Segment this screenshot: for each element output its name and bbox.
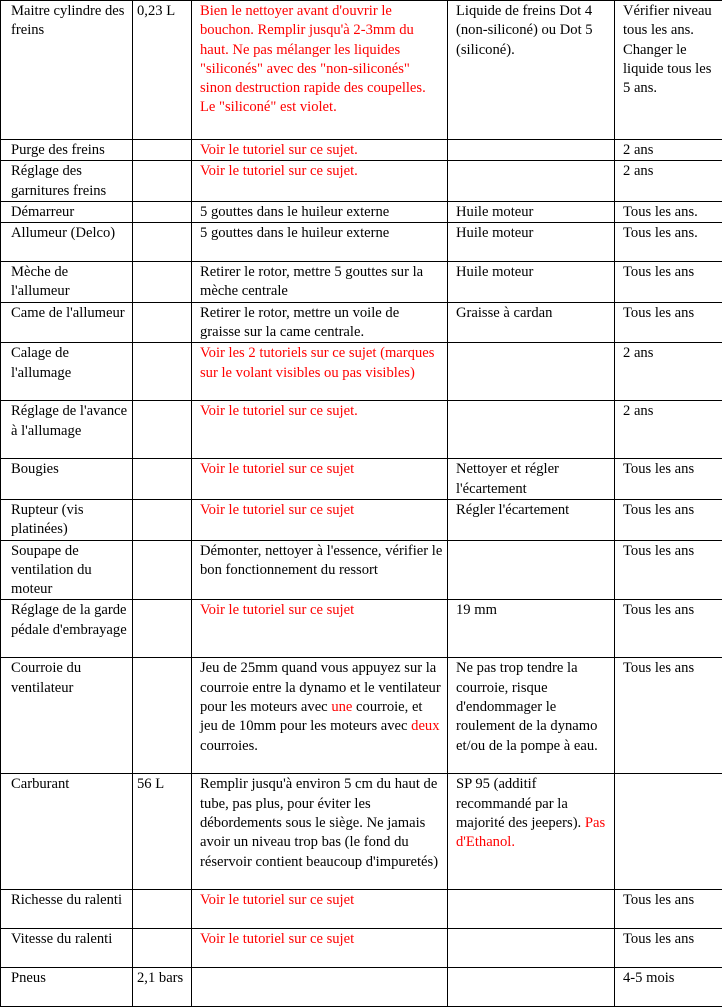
frequency-cell: 2 ans [615,401,722,459]
product-cell [448,401,615,459]
frequency-cell: Tous les ans [615,262,722,303]
item-cell: Réglage de la garde pédale d'embrayage [1,600,133,658]
quantity-cell: 2,1 bars [133,968,192,1007]
item-cell: Calage de l'allumage [1,343,133,401]
item-cell: Carburant [1,774,133,890]
item-cell: Soupape de ventilation du moteur [1,540,133,600]
quantity-cell [133,890,192,929]
item-cell: Mèche de l'allumeur [1,262,133,303]
action-cell: Retirer le rotor, mettre 5 gouttes sur la mèche centrale [192,262,448,303]
action-cell: Voir le tutoriel sur ce sujet [192,600,448,658]
action-cell: Voir le tutoriel sur ce sujet. [192,161,448,202]
table-row [1,161,722,202]
table-row [1,890,722,929]
product-cell [448,968,615,1007]
frequency-cell: Tous les ans [615,302,722,343]
product-cell: Graisse à cardan [448,302,615,343]
frequency-cell: Tous les ans. [615,223,722,262]
table-row [1,262,722,303]
quantity-cell [133,459,192,500]
table-row [1,499,722,540]
frequency-cell: Tous les ans. [615,201,722,222]
action-cell: Voir le tutoriel sur ce sujet [192,459,448,500]
frequency-cell: 4-5 mois [615,968,722,1007]
table-row [1,968,722,1007]
frequency-cell: Tous les ans [615,600,722,658]
frequency-cell [615,774,722,890]
frequency-cell: Tous les ans [615,658,722,774]
product-cell: 19 mm [448,600,615,658]
action-cell: Voir le tutoriel sur ce sujet [192,929,448,968]
frequency-cell: 2 ans [615,343,722,401]
frequency-cell: 2 ans [615,161,722,202]
table-row [1,223,722,262]
quantity-cell: 56 L [133,774,192,890]
highlight-text: une [331,699,352,715]
product-cell [448,343,615,401]
frequency-cell: Tous les ans [615,929,722,968]
quantity-cell [133,161,192,202]
product-cell [448,929,615,968]
item-cell: Maitre cylindre des freins [1,1,133,140]
table-row [1,540,722,600]
frequency-cell: Vérifier niveau tous les ans. Changer le liquide tous les 5 ans. [615,1,722,140]
product-cell [448,161,615,202]
action-cell: Voir le tutoriel sur ce sujet. [192,140,448,161]
highlight-text: Pas d'Ethanol. [456,815,605,850]
product-cell: Régler l'écartement [448,499,615,540]
table-row [1,302,722,343]
item-cell: Vitesse du ralenti [1,929,133,968]
product-cell [448,890,615,929]
quantity-cell [133,401,192,459]
frequency-cell: 2 ans [615,140,722,161]
product-cell: Huile moteur [448,201,615,222]
quantity-cell [133,600,192,658]
frequency-cell: Tous les ans [615,459,722,500]
table-row [1,929,722,968]
quantity-cell [133,343,192,401]
frequency-cell: Tous les ans [615,890,722,929]
quantity-cell [133,499,192,540]
action-cell: Remplir jusqu'à environ 5 cm du haut de tube, pas plus, pour éviter les débordements sous le siège. Ne jamais avoir un niveau trop bas (le fond du réservoir contient beaucoup d'impuretés) [192,774,448,890]
action-cell: Retirer le rotor, mettre un voile de graisse sur la came centrale. [192,302,448,343]
product-cell [448,140,615,161]
item-cell: Richesse du ralenti [1,890,133,929]
table-row [1,401,722,459]
item-cell: Purge des freins [1,140,133,161]
action-cell: Voir les 2 tutoriels sur ce sujet (marques sur le volant visibles ou pas visibles) [192,343,448,401]
action-cell: 5 gouttes dans le huileur externe [192,201,448,222]
action-cell: 5 gouttes dans le huileur externe [192,223,448,262]
action-cell: Voir le tutoriel sur ce sujet [192,890,448,929]
item-cell: Rupteur (vis platinées) [1,499,133,540]
table-row [1,140,722,161]
quantity-cell [133,223,192,262]
table-row [1,201,722,222]
quantity-cell [133,140,192,161]
highlight-text: deux [411,718,439,734]
product-cell: Nettoyer et régler l'écartement [448,459,615,500]
quantity-cell [133,658,192,774]
quantity-cell [133,262,192,303]
item-cell: Réglage des garnitures freins [1,161,133,202]
quantity-cell [133,302,192,343]
item-cell: Bougies [1,459,133,500]
action-cell: Démonter, nettoyer à l'essence, vérifier le bon fonctionnement du ressort [192,540,448,600]
product-cell: Huile moteur [448,223,615,262]
product-cell [448,540,615,600]
frequency-cell: Tous les ans [615,499,722,540]
product-cell: Ne pas trop tendre la courroie, risque d'endommager le roulement de la dynamo et/ou de la pompe à eau. [448,658,615,774]
action-cell [192,968,448,1007]
table-row [1,600,722,658]
item-cell: Pneus [1,968,133,1007]
frequency-cell: Tous les ans [615,540,722,600]
table-row [1,658,722,774]
item-cell: Démarreur [1,201,133,222]
table-row [1,1,722,140]
product-cell: Huile moteur [448,262,615,303]
item-cell: Came de l'allumeur [1,302,133,343]
item-cell: Réglage de l'avance à l'allumage [1,401,133,459]
action-cell: Jeu de 25mm quand vous appuyez sur la courroie entre la dynamo et le ventilateur pour les moteurs avec une courroie, et jeu de 10mm pour les moteurs avec deux courroies. [192,658,448,774]
table-row [1,774,722,890]
quantity-cell [133,540,192,600]
action-cell: Voir le tutoriel sur ce sujet [192,499,448,540]
table-row [1,459,722,500]
quantity-cell [133,929,192,968]
quantity-cell [133,201,192,222]
item-cell: Courroie du ventilateur [1,658,133,774]
item-cell: Allumeur (Delco) [1,223,133,262]
action-cell: Bien le nettoyer avant d'ouvrir le bouchon. Remplir jusqu'à 2-3mm du haut. Ne pas mélanger les liquides "siliconés" avec des "non-siliconés" sinon destruction rapide des coupelles. Le "siliconé" est violet. [192,1,448,140]
table-row [1,343,722,401]
action-cell: Voir le tutoriel sur ce sujet. [192,401,448,459]
product-cell: SP 95 (additif recommandé par la majorité des jeepers). Pas d'Ethanol. [448,774,615,890]
product-cell: Liquide de freins Dot 4 (non-siliconé) ou Dot 5 (siliconé). [448,1,615,140]
quantity-cell: 0,23 L [133,1,192,140]
